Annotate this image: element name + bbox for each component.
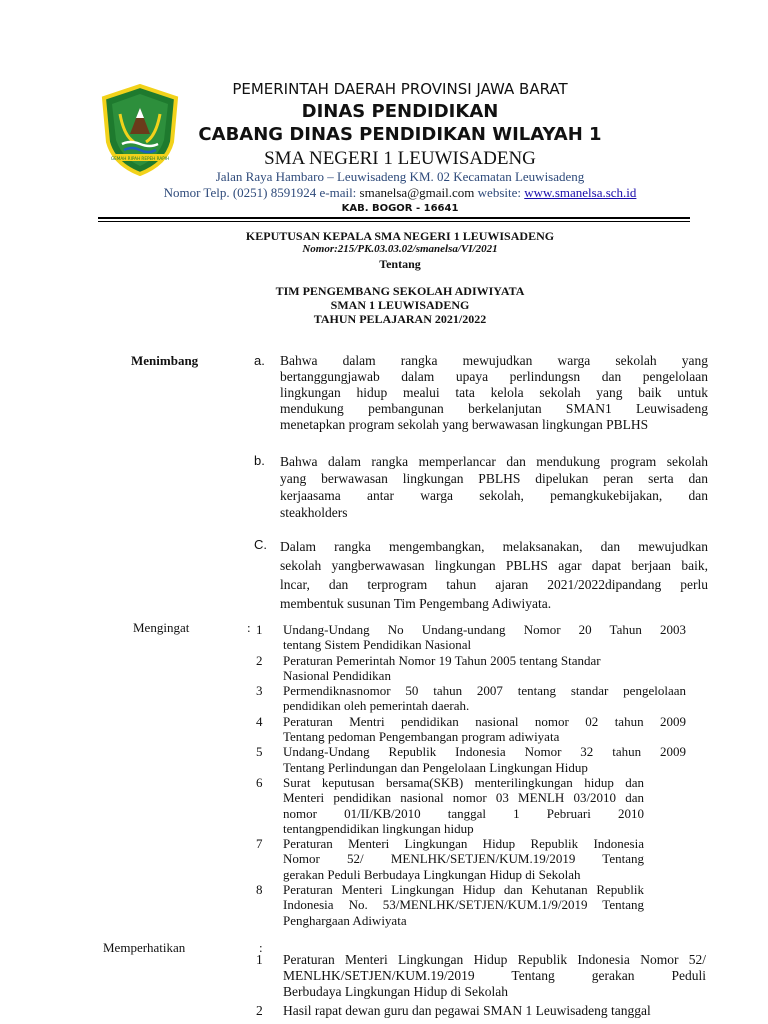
list-item: 3 Permendiknasnomor 50 tahun 2007 tentang standar pengelolaan pendidikan oleh pemerintah daerah. [256,683,686,714]
letterhead-branch: CABANG DINAS PENDIDIKAN WILAYAH 1 [198,124,602,145]
letterhead-agency: DINAS PENDIDIKAN [301,101,499,122]
header-rule-thin [98,221,690,222]
letterhead-address: Jalan Raya Hambaro – Leuwisadeng KM. 02 Kecamatan Leuwisadeng [215,169,585,184]
decree-number: Nomor:215/PK.03.03.02/smanelsa/VI/2021 [302,243,498,255]
letterhead-contact: Nomor Telp. (0251) 8591924 e-mail: smanelsa@gmail.com website: www.smanelsa.sch.id [163,185,637,200]
list-item: 4 Peraturan Mentri pendidikan nasional nomor 02 tahun 2009 Tentang pedoman Pengembangan program adiwiyata [256,713,686,745]
list-item: 6 Surat keputusan bersama(SKB) menterilingkungan hidup dan Menteri pendidikan nasional nomor 03 MENLH 03/2010 dan nomor 01/II/KB/2010 tanggal 1 Pebruari 2010 tentangpendidikan lingkungan hidup [256,774,644,836]
mengingat-list [256,622,686,928]
menimbang-a-text: Bahwa dalam rangka mewujudkan warga sekolah yang bertanggungjawab dalam upaya perlindungsn dan pengelolaan lingkungan hidup mealui tata kelola sekolah yang baik untuk mendukung pembangunan berkelanjutan SMAN1 Leuwisadeng menetapkan program sekolah yang berwawasan lingkungan PBLHS [280,353,708,432]
list-item: 2 Hasil rapat dewan guru dan pegawai SMAN 1 Leuwisadeng tanggal [256,1003,651,1018]
menimbang-c-marker: C. [254,537,267,552]
list-item: 1 Peraturan Menteri Lingkungan Hidup Republik Indonesia Nomor 52/ MENLHK/SETJEN/KUM.19/2019 Tentang gerakan Peduli Berbudaya Lingkungan Hidup di Sekolah [256,952,706,999]
decree-subject-1: TIM PENGEMBANG SEKOLAH ADIWIYATA [275,284,525,298]
menimbang-b-marker: b. [254,453,265,468]
list-item: 8 Peraturan Menteri Lingkungan Hidup dan Kehutanan Republik Indonesia No. 53/MENLHK/SETJEN/KUM.1/9/2019 Tentang Penghargaan Adiwiyata [256,882,644,928]
menimbang-b-text: Bahwa dalam rangka memperlancar dan mendukung program sekolah yang berwawasan lingkungan PBLHS dipelukan peran serta dan kerjaasama antar warga sekolah, pemangkukebijakan, dan steakholders [280,454,708,520]
letterhead-district: KAB. BOGOR - 16641 [341,203,459,214]
menimbang-a-marker: a. [254,353,265,368]
svg-text:GEMAH RIPAH REPEH RAPIH: GEMAH RIPAH REPEH RAPIH [110,155,170,161]
decree-subject-3: TAHUN PELAJARAN 2021/2022 [313,312,487,326]
list-item: 2 Peraturan Pemerintah Nomor 19 Tahun 2005 tentang Standar Nasional Pendidikan [256,652,601,683]
decree-subject-2: SMAN 1 LEUWISADENG [330,298,470,312]
memperhatikan-colon: : [259,940,263,955]
memperhatikan-label: Memperhatikan [103,940,186,955]
list-item: 1 Undang-Undang No Undang-undang Nomor 20 Tahun 2003 tentang Sistem Pendidikan Nasional [256,622,686,653]
memperhatikan-list [256,952,706,1019]
list-item: 5 Undang-Undang Republik Indonesia Nomor 32 tahun 2009 Tentang Perlindungan dan Pengelolaan Lingkungan Hidup [256,744,686,775]
email-text: smanelsa@gmail.com [359,185,475,200]
letterhead-government: PEMERINTAH DAERAH PROVINSI JAWA BARAT [232,80,568,98]
mengingat-label: Mengingat [133,620,190,635]
decree-about: Tentang [379,257,421,271]
letterhead-school: SMA NEGERI 1 LEUWISADENG [264,148,536,169]
list-item: 7 Peraturan Menteri Lingkungan Hidup Republik Indonesia Nomor 52/ MENLHK/SETJEN/KUM.19/2019 Tentang gerakan Peduli Berbudaya Lingkungan Hidup di Sekolah [256,836,644,882]
website-link[interactable]: www.smanelsa.sch.id [524,185,637,200]
decree-title: KEPUTUSAN KEPALA SMA NEGERI 1 LEUWISADENG [245,229,555,243]
mengingat-colon: : [247,620,251,635]
menimbang-label: Menimbang [131,353,199,368]
menimbang-c-text: Dalam rangka mengembangkan, melaksanakan, dan mewujudkan sekolah yangberwawasan lingkungan PBLHS agar dapat berjaan baik, lncar, dan terprogram tahun ajaran 2021/2022dipandang perlu membentuk susunan Tim Pengembang Adiwiyata. [280,539,708,611]
header-rule-thick [98,217,690,219]
